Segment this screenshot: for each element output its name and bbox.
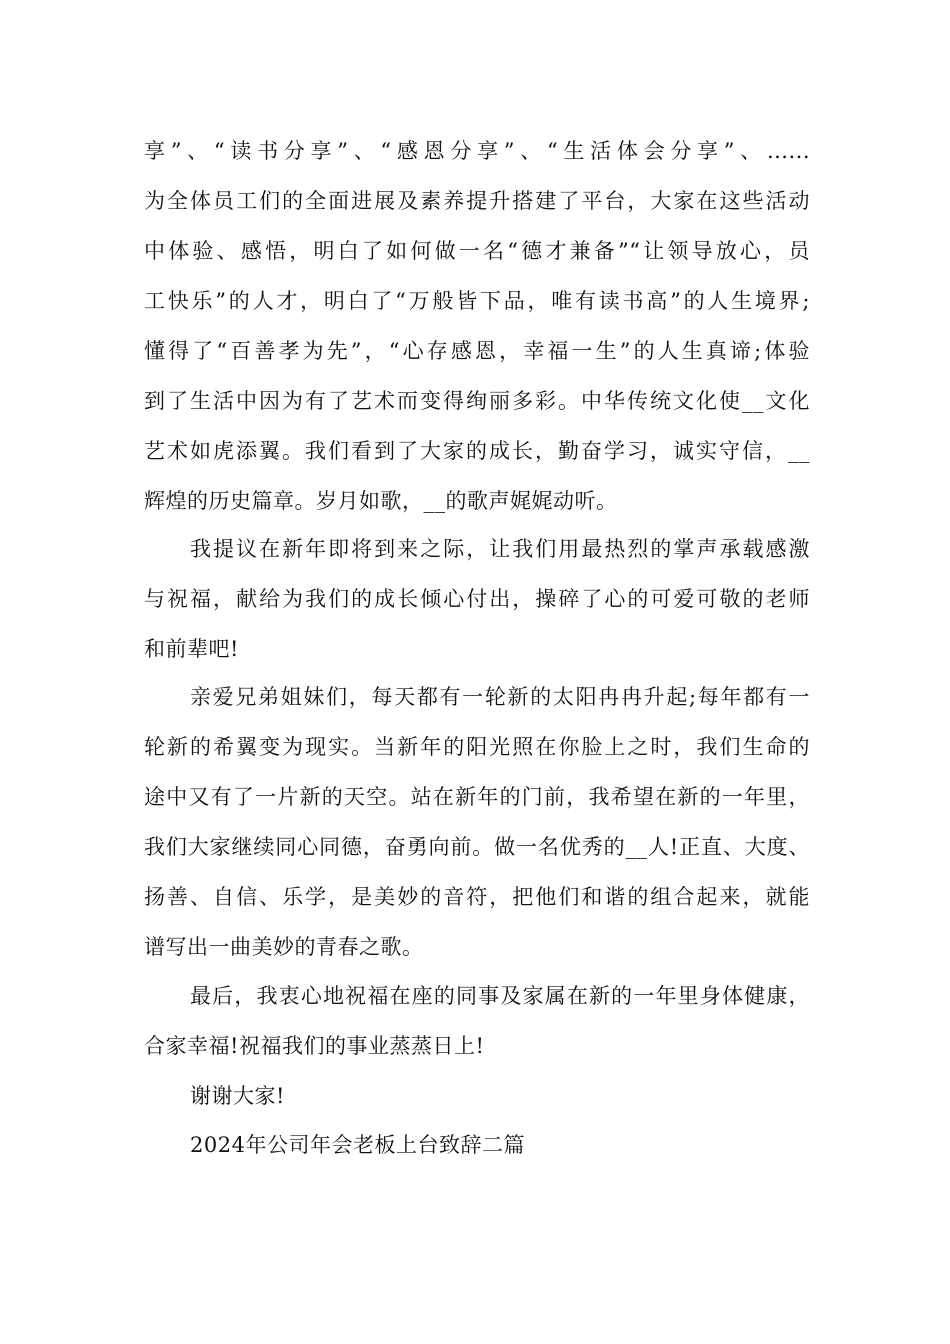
text-line: 和前辈吧! xyxy=(144,637,239,661)
text-line: 我提议在新年即将到来之际，让我们用最热烈的掌声承载感激 xyxy=(190,537,810,561)
text-line: 谱写出一曲美妙的青春之歌。 xyxy=(144,935,424,959)
text-line: 为全体员工们的全面进展及素养提升搭建了平台，大家在这些活动 xyxy=(144,189,810,213)
text-line: 轮新的希翼变为现实。当新年的阳光照在你脸上之时，我们生命的 xyxy=(144,735,810,759)
text-line: 与祝福，献给为我们的成长倾心付出，操碎了心的可爱可敬的老师 xyxy=(144,587,810,611)
paragraph-new-year xyxy=(144,672,810,972)
text-line: 享”、“读书分享”、“感恩分享”、“生活体会分享”、...... xyxy=(144,139,810,163)
text-line: 到了生活中因为有了艺术而变得绚丽多彩。中华传统文化使__文化 xyxy=(144,389,810,413)
text-line: 谢谢大家! xyxy=(190,1084,285,1108)
heading-text: 2024年公司年会老板上台致辞二篇 xyxy=(190,1133,525,1157)
text-line: 中体验、感悟，明白了如何做一名“德才兼备”“让领导放心，员 xyxy=(144,239,810,263)
text-line: 途中又有了一片新的天空。站在新年的门前，我希望在新的一年里， xyxy=(144,785,810,809)
text-line: 最后，我衷心地祝福在座的同事及家属在新的一年里身体健康， xyxy=(190,984,810,1008)
paragraph-closing-wishes xyxy=(144,971,810,1071)
text-line: 艺术如虎添翼。我们看到了大家的成长，勤奋学习，诚实守信，__ xyxy=(144,439,810,463)
text-line: 合家幸福!祝福我们的事业蒸蒸日上! xyxy=(144,1034,485,1058)
section-heading xyxy=(144,1120,810,1170)
text-line: 懂得了“百善孝为先”，“心存感恩，幸福一生”的人生真谛;体验 xyxy=(144,339,810,363)
text-line: 扬善、自信、乐学，是美妙的音符，把他们和谐的组合起来，就能 xyxy=(144,885,810,909)
paragraph-proposal xyxy=(144,524,810,674)
paragraph-thanks xyxy=(144,1071,810,1121)
paragraph-activities xyxy=(144,126,810,526)
text-line: 亲爱兄弟姐妹们，每天都有一轮新的太阳冉冉升起;每年都有一 xyxy=(190,685,810,709)
text-line: 我们大家继续同心同德，奋勇向前。做一名优秀的__人!正直、大度、 xyxy=(144,835,810,859)
text-line: 工快乐”的人才，明白了“万般皆下品，唯有读书高”的人生境界; xyxy=(144,289,810,313)
text-line: 辉煌的历史篇章。岁月如歌，__的歌声娓娓动听。 xyxy=(144,489,618,513)
